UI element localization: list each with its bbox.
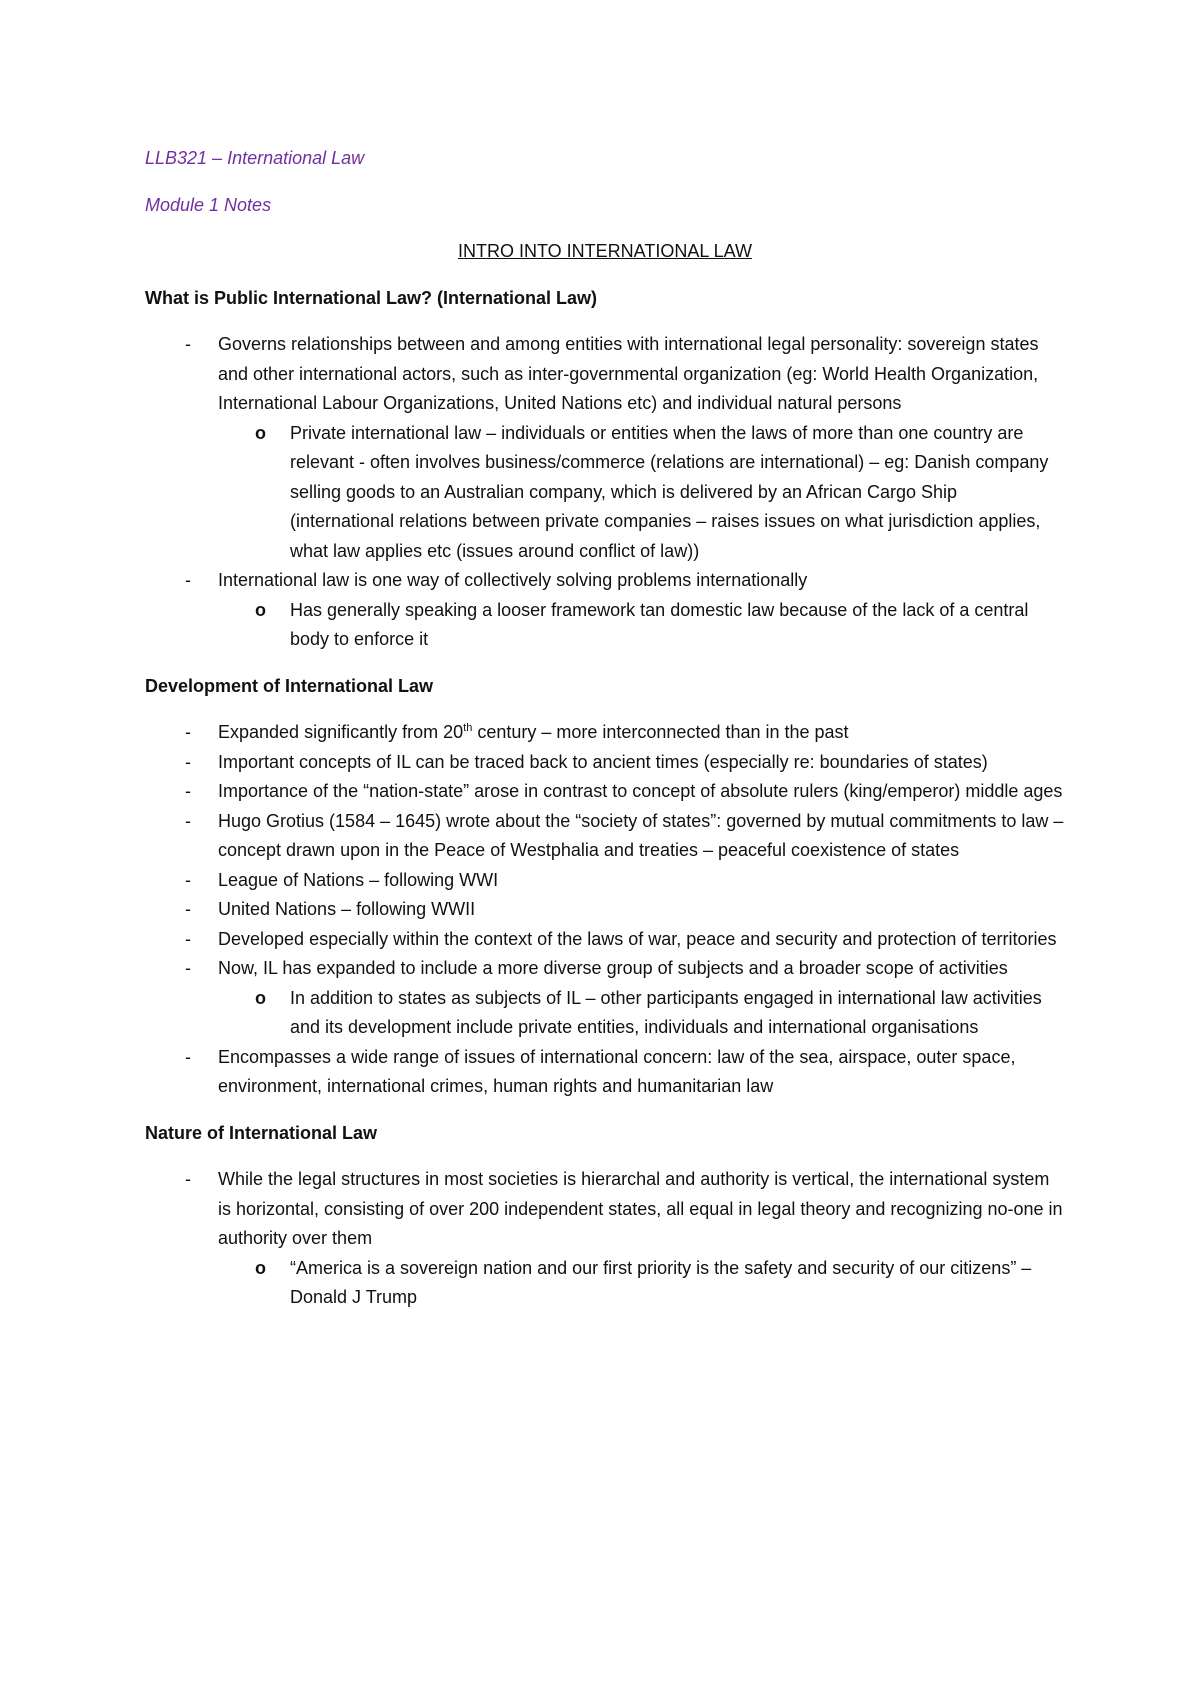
list-item [145,1165,1065,1313]
sub-bullet-list [218,596,1065,655]
list-item: - United Nations – following WWII [145,895,1065,925]
list-item [145,330,1065,566]
section-heading-nature: Nature of International Law [145,1122,378,1143]
list-item: o “America is a sovereign nation and our first priority is the safety and security of our citizens” – Donald J Trump [145,1254,1065,1313]
list-item [145,718,1065,748]
list-item: - Important concepts of IL can be traced back to ancient times (especially re: boundaries of states) [145,748,1065,778]
list-item: o Has generally speaking a looser framework tan domestic law because of the lack of a central body to enforce it [145,596,1065,655]
bullet-text: Governs relationships between and among entities with international legal personality: sovereign states and other international actors, such as inter-governmental organization (eg: World Health Organization, International Labour Organizations, United Nations etc) and individual natural persons [218,334,1039,413]
list-item: - League of Nations – following WWI [145,866,1065,896]
list-item [145,954,1065,1043]
what-bullet-list [145,330,1065,655]
bullet-text-start: Expanded significantly from 20 [218,722,464,742]
bullet-text: While the legal structures in most societies is hierarchal and authority is vertical, the international system is horizontal, consisting of over 200 independent states, all equal in legal theory and recognizing no-one in authority over them [218,1169,1063,1248]
list-item: - Developed especially within the context of the laws of war, peace and security and protection of territories [145,925,1065,955]
list-item: o Private international law – individuals or entities when the laws of more than one country are relevant - often involves business/commerce (relations are international) – eg: Danish company selling goods to an Australian company, which is delivered by an African Cargo Ship (international relations between private companies – raises issues on what jurisdiction applies, what law applies etc (issues around conflict of law)) [145,419,1065,567]
bullet-text-end: century – more interconnected than in the past [472,722,849,742]
intro-title: INTRO INTO INTERNATIONAL LAW [457,241,753,261]
sub-bullet-list [218,419,1065,567]
superscript-th: th [463,722,473,734]
section-heading-development: Development of International Law [145,675,434,696]
development-bullet-list [145,718,1065,1102]
list-item [145,566,1065,655]
list-item: - Hugo Grotius (1584 – 1645) wrote about the “society of states”: governed by mutual commitments to law – concept drawn upon in the Peace of Westphalia and treaties – peaceful coexistence of states [145,807,1065,866]
list-item: - Importance of the “nation-state” arose in contrast to concept of absolute rulers (king/emperor) middle ages [145,777,1065,807]
module-title: Module 1 Notes [145,194,272,215]
bullet-text: International law is one way of collectively solving problems internationally [218,570,808,590]
list-item: o In addition to states as subjects of IL – other participants engaged in international law activities and its development include private entities, individuals and international organisations [145,984,1065,1043]
bullet-text: Now, IL has expanded to include a more diverse group of subjects and a broader scope of activities [218,958,1008,978]
sub-bullet-list [218,1254,1065,1313]
course-title: LLB321 – International Law [145,148,365,168]
nature-bullet-list [145,1165,1065,1313]
list-item: - Encompasses a wide range of issues of international concern: law of the sea, airspace, outer space, environment, international crimes, human rights and humanitarian law [145,1043,1065,1102]
document-content [145,144,1065,1313]
section-heading-what: What is Public International Law? (International Law) [145,287,598,308]
sub-bullet-list [218,984,1065,1043]
